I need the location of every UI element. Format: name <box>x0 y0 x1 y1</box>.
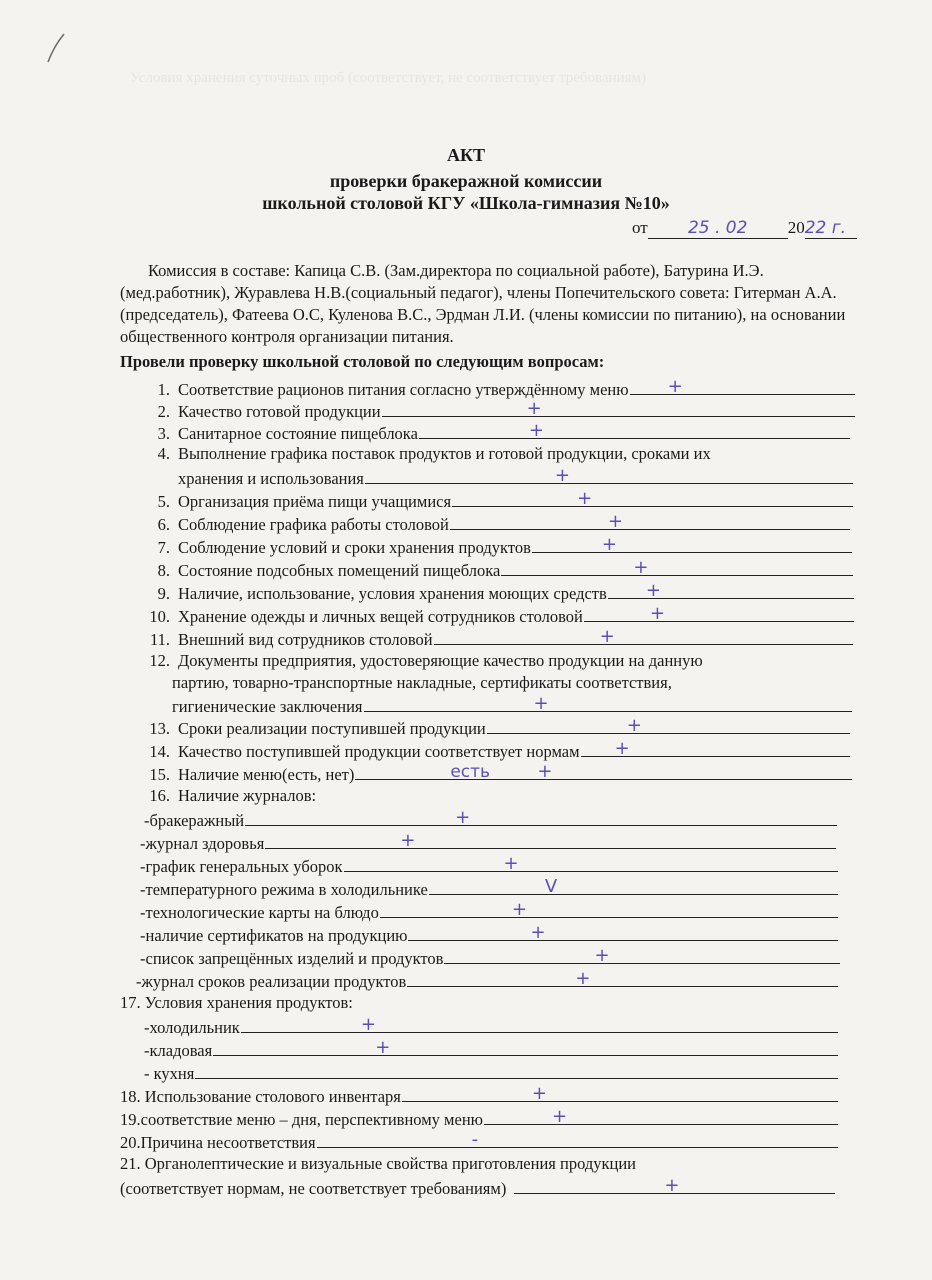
answer-line[interactable] <box>365 467 853 484</box>
item-number: 5. <box>157 492 170 511</box>
journal-label: -список запрещённых изделий и продуктов <box>140 949 444 968</box>
item-label-line2: хранения и использования <box>178 469 364 488</box>
answer-line[interactable] <box>380 901 838 918</box>
item-number: 12. <box>149 651 170 670</box>
item-label-line2: партию, товарно-транспортные накладные, сертификаты соответствия, <box>172 673 672 692</box>
item-label: 18. Использование столового инвентаря <box>120 1087 401 1106</box>
doc-subtitle-2: школьной столовой КГУ «Школа-гимназия №10» <box>262 193 670 213</box>
list-item-continuation <box>178 467 853 489</box>
check-mark: + <box>575 968 591 989</box>
list-item <box>140 378 855 400</box>
item-label-line2: (соответствует нормам, не соответствует требованиям) <box>120 1179 507 1198</box>
journal-label: -температурного режима в холодильнике <box>140 880 428 899</box>
answer-line[interactable] <box>429 878 838 895</box>
answer-line[interactable] <box>407 970 838 987</box>
list-item <box>120 1131 838 1153</box>
answer-line[interactable] <box>450 513 850 530</box>
answer-line[interactable] <box>419 422 850 439</box>
date-day-month[interactable]: 25 . 02 <box>648 218 788 239</box>
pen-stroke-mark <box>40 28 80 68</box>
item-label: Сроки реализации поступившей продукции <box>178 719 486 738</box>
answer-line[interactable] <box>581 740 850 757</box>
item-number: 4. <box>157 444 170 463</box>
item-label: Санитарное состояние пищеблока <box>178 424 418 443</box>
date-prefix: от <box>632 218 648 237</box>
answer-line[interactable] <box>344 855 839 872</box>
answer-line[interactable] <box>241 1016 838 1033</box>
list-item <box>140 490 853 512</box>
item-label: Документы предприятия, удостоверяющие качество продукции на данную <box>178 651 703 670</box>
list-item <box>140 651 853 671</box>
item-number: 10. <box>149 607 170 626</box>
item-number: 6. <box>157 515 170 534</box>
storage-label: -кладовая <box>144 1041 213 1060</box>
item-number: 9. <box>157 584 170 603</box>
storage-label: - кухня <box>144 1064 195 1083</box>
item-label: Выполнение графика поставок продуктов и готовой продукции, сроками их <box>178 444 711 463</box>
answer-line[interactable] <box>364 695 853 712</box>
check-mark: + <box>526 398 542 419</box>
list-item <box>140 786 316 806</box>
answer-line[interactable] <box>434 628 853 645</box>
item-label: Наличие, использование, условия хранения моющих средств <box>178 584 607 603</box>
check-mark: + <box>664 1175 680 1196</box>
journal-row <box>140 901 838 923</box>
list-item-continuation <box>120 1177 835 1199</box>
handwritten-answer: есть <box>450 762 491 782</box>
storage-label: -холодильник <box>144 1018 240 1037</box>
journal-row <box>144 809 837 831</box>
list-item <box>140 559 853 581</box>
answer-line[interactable] <box>452 490 853 507</box>
item-label: Наличие журналов: <box>178 786 317 805</box>
check-mark: + <box>577 488 593 509</box>
check-mark: + <box>594 945 610 966</box>
date-year-suffix[interactable]: 22 г. <box>805 218 857 239</box>
journal-row <box>140 855 838 877</box>
item-number: 13. <box>149 719 170 738</box>
item-label-line3: гигиенические заключения <box>172 697 363 716</box>
item-label: Качество готовой продукции <box>178 402 381 421</box>
list-item <box>140 536 852 558</box>
journal-label: -график генеральных уборок <box>140 857 343 876</box>
answer-line[interactable] <box>317 1131 838 1148</box>
item-number: 3. <box>157 424 170 443</box>
answer-line[interactable] <box>402 1085 838 1102</box>
check-mark: + <box>530 922 546 943</box>
check-mark: + <box>551 1106 568 1127</box>
list-item <box>140 422 850 444</box>
list-item <box>140 444 855 464</box>
check-mark: + <box>360 1014 376 1035</box>
journal-label: -наличие сертификатов на продукцию <box>140 926 408 945</box>
answer-line[interactable] <box>408 924 838 941</box>
check-mark: + <box>554 465 570 486</box>
item-label: Соответствие рационов питания согласно утверждённому меню <box>178 380 629 399</box>
answer-line[interactable] <box>532 536 852 553</box>
list-item-continuation <box>172 673 672 693</box>
item-number: 2. <box>157 402 170 421</box>
item-label: Соблюдение условий и сроки хранения продуктов <box>178 538 531 557</box>
item-number: 14. <box>149 742 170 761</box>
item-number: 8. <box>157 561 170 580</box>
doc-title: АКТ <box>446 145 486 165</box>
answer-line[interactable] <box>501 559 853 576</box>
journal-label: -журнал сроков реализации продуктов <box>136 972 407 991</box>
journal-row <box>140 878 838 900</box>
list-item-continuation <box>172 695 852 717</box>
check-mark: + <box>626 715 642 736</box>
item-label: Состояние подсобных помещений пищеблока <box>178 561 501 580</box>
list-item <box>140 400 855 422</box>
check-mark: + <box>537 761 553 782</box>
answer-line[interactable] <box>484 1108 838 1125</box>
doc-subtitle-1: проверки бракеражной комиссии <box>329 171 603 191</box>
item-label: 21. Органолептические и визуальные свойства приготовления продукции <box>120 1154 637 1173</box>
list-item <box>140 513 850 535</box>
item-number: 1. <box>157 380 170 399</box>
answer-line[interactable] <box>382 400 855 417</box>
check-mark: + <box>607 511 623 532</box>
list-item <box>140 628 853 650</box>
check-mark: + <box>400 830 416 851</box>
item-number: 7. <box>157 538 170 557</box>
check-mark: + <box>633 557 649 578</box>
storage-row <box>144 1039 838 1061</box>
item-label: Качество поступившей продукции соответствует нормам <box>178 742 580 761</box>
item-number: 15. <box>149 765 170 784</box>
storage-row <box>144 1062 838 1084</box>
answer-line[interactable] <box>195 1062 838 1079</box>
journal-label: -журнал здоровья <box>140 834 265 853</box>
answer-line[interactable] <box>584 605 854 622</box>
answer-line[interactable] <box>355 763 852 780</box>
journal-row <box>140 947 840 969</box>
answer-line[interactable] <box>213 1039 838 1056</box>
item-label: 17. Условия хранения продуктов: <box>120 993 353 1012</box>
bleed-through-text: Условия хранения суточных проб (соответствует, не соответствует требованиям) <box>130 70 646 86</box>
section-heading: Провели проверку школьной столовой по следующим вопросам: <box>120 352 605 371</box>
answer-line[interactable] <box>608 582 854 599</box>
check-mark: + <box>533 693 549 714</box>
answer-line[interactable] <box>265 832 836 849</box>
date-year-prefix: 20 <box>787 218 805 237</box>
item-label: Наличие меню(есть, нет) <box>178 765 355 784</box>
answer-line[interactable] <box>487 717 850 734</box>
item-label: Хранение одежды и личных вещей сотрудников столовой <box>178 607 583 626</box>
item-label: Внешний вид сотрудников столовой <box>178 630 433 649</box>
list-item <box>120 993 353 1013</box>
item-number: 11. <box>149 630 170 649</box>
list-item <box>140 763 852 785</box>
check-mark: + <box>667 376 683 397</box>
list-item <box>140 582 854 604</box>
list-item <box>120 1154 636 1174</box>
list-item <box>140 717 850 739</box>
journal-row <box>140 924 838 946</box>
journal-row <box>140 832 836 854</box>
check-mark: + <box>455 807 471 828</box>
check-mark: + <box>503 853 519 874</box>
answer-line[interactable] <box>245 809 837 826</box>
check-mark: + <box>528 420 544 441</box>
answer-line[interactable] <box>514 1177 835 1194</box>
check-mark: V <box>544 876 558 897</box>
journal-row <box>136 970 838 992</box>
item-label: Соблюдение графика работы столовой <box>178 515 449 534</box>
check-mark: + <box>601 534 617 555</box>
check-mark: + <box>614 738 630 759</box>
journal-label: -технологические карты на блюдо <box>140 903 379 922</box>
storage-row <box>144 1016 838 1038</box>
list-item <box>120 1085 838 1107</box>
list-item <box>140 605 854 627</box>
journal-label: -бракеражный <box>144 811 245 830</box>
check-mark: + <box>375 1037 391 1058</box>
answer-line[interactable] <box>444 947 840 964</box>
dash-mark: - <box>471 1129 479 1150</box>
item-number: 16. <box>149 786 170 805</box>
check-mark: + <box>649 603 665 624</box>
check-mark: + <box>645 580 661 601</box>
item-label: 20.Причина несоответствия <box>120 1133 316 1152</box>
check-mark: + <box>511 899 527 920</box>
check-mark: + <box>599 626 615 647</box>
date-line <box>632 218 857 239</box>
answer-line[interactable] <box>630 378 855 395</box>
intro-paragraph: Комиссия в составе: Капица С.В. (Зам.директора по социальной работе), Батурина И.Э.(мед.работник), Журавлева Н.В.(социальный педагог), члены Попечительского совета: Гитерман А.А.(председатель), Фатеева О.С, Куленова В.С., Эрдман Л.И. (члены комиссии по питанию), на основании общественного контроля организации питания. <box>120 261 846 346</box>
list-item <box>120 1108 838 1130</box>
list-item <box>140 740 850 762</box>
item-label: 19.соответствие меню – дня, перспективному меню <box>120 1110 483 1129</box>
check-mark: + <box>531 1083 547 1104</box>
item-label: Организация приёма пищи учащимися <box>178 492 452 511</box>
